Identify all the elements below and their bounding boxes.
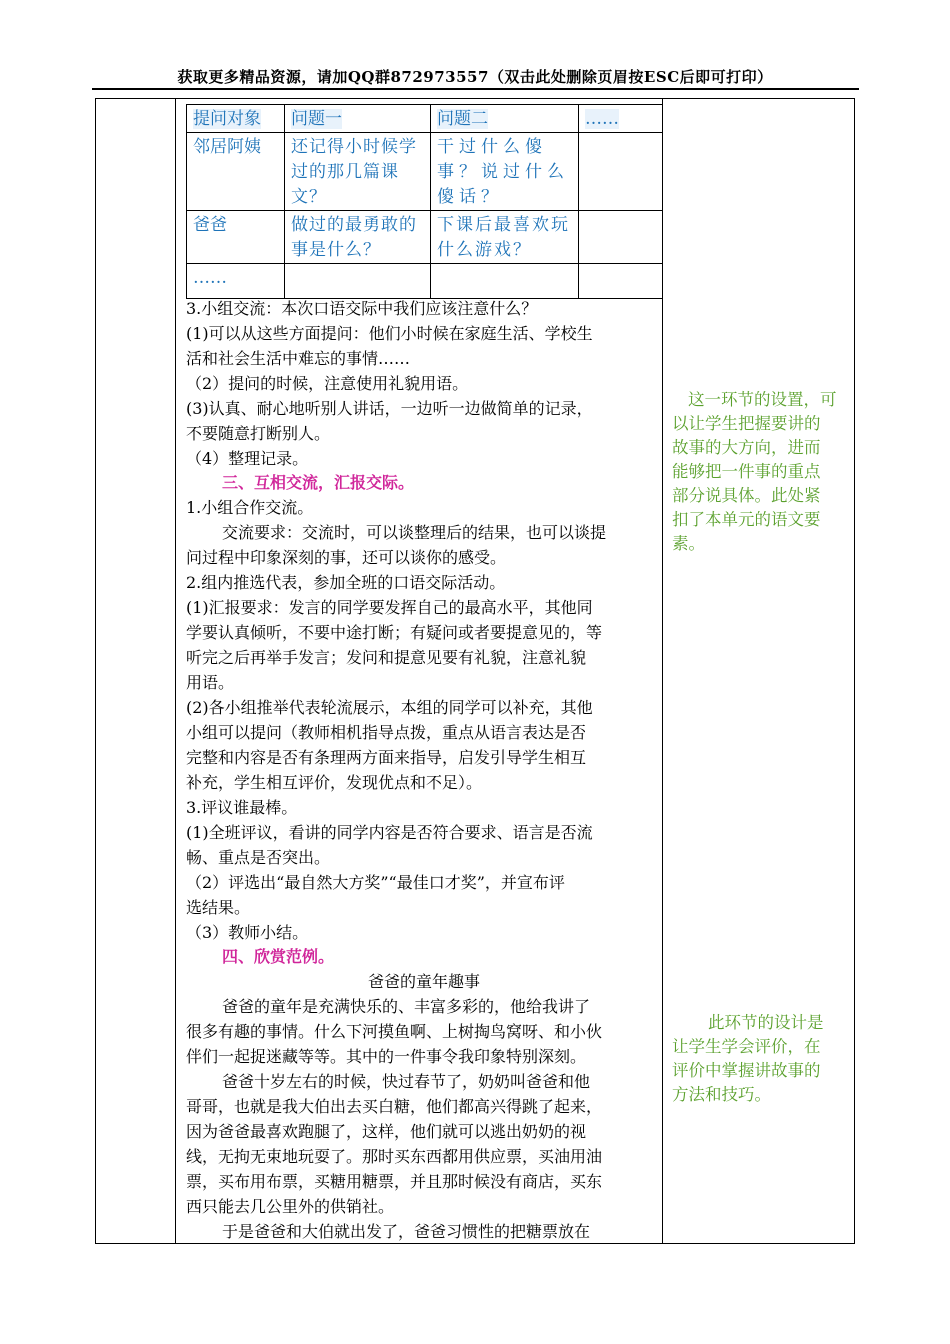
text-line: 听完之后再举手发言；发问和提意见要有礼貌，注意礼貌: [186, 648, 587, 667]
story-line: 线，无拘无束地玩耍了。那时买东西都用供应票，买油用油: [186, 1147, 603, 1166]
text-line: 补充，学生相互评价，发现优点和不足）。: [186, 773, 483, 792]
text-line: （2）评选出“最自然大方奖”“最佳口才奖”，并宣布评: [186, 873, 565, 892]
text-line: 畅、重点是否突出。: [186, 848, 331, 867]
text-line: （3）教师小结。: [186, 923, 309, 942]
text-line: 学要认真倾听，不要中途打断；有疑问或者要提意见的，等: [186, 623, 603, 642]
text-line: 完整和内容是否有条理两方面来指导，启发引导学生相互: [186, 748, 587, 767]
section-heading: 三、互相交流，汇报交际。: [222, 473, 415, 492]
story-line: 很多有趣的事情。什么下河摸鱼啊、上树掏鸟窝呀、和小伙: [186, 1022, 603, 1041]
story-line: 因为爸爸最喜欢跑腿了，这样，他们就可以逃出奶奶的视: [186, 1122, 587, 1141]
note-line: 此环节的设计是: [708, 1013, 824, 1032]
story-line: 爸爸的童年是充满快乐的、丰富多彩的，他给我讲了: [222, 997, 591, 1016]
note-line: 以让学生把握要讲的: [672, 414, 821, 433]
design-note-2: [672, 1011, 848, 1107]
text-line: 2.组内推选代表，参加全班的口语交际活动。: [186, 573, 506, 592]
text-line: 活和社会生活中难忘的事情……: [186, 349, 411, 368]
table-row: [187, 211, 663, 264]
note-line: 素。: [672, 534, 705, 553]
story-line: 哥哥，也就是我大伯出去买白糖，他们都高兴得跳了起来，: [186, 1097, 603, 1116]
text-line: 问过程中印象深刻的事，还可以谈你的感受。: [186, 548, 507, 567]
note-line: 故事的大方向，进而: [672, 438, 821, 457]
question-table: [186, 104, 663, 299]
text-line: （2）提问的时候，注意使用礼貌用语。: [186, 374, 469, 393]
column-divider-left: [175, 99, 176, 1243]
table-cell: 干过什么傻事？说过什么傻话？: [431, 133, 579, 211]
story-line: 西只能去几公里外的供销社。: [186, 1197, 395, 1216]
page-header: 获取更多精品资源，请加QQ群872973557（双击此处删除页眉按ESC后即可打印）: [177, 68, 773, 86]
note-line: 这一环节的设置，可: [688, 390, 837, 409]
table-cell: 邻居阿姨: [187, 133, 285, 211]
table-cell: 下课后最喜欢玩什么游戏？: [431, 211, 579, 264]
text-line: (1)可以从这些方面提问：他们小时候在家庭生活、学校生: [186, 324, 593, 343]
table-cell: [285, 264, 431, 299]
table-header-cell: 问题二: [431, 105, 579, 133]
text-line: （4）整理记录。: [186, 449, 309, 468]
text-line: 1.小组合作交流。: [186, 498, 314, 517]
note-line: 扣了本单元的语文要: [672, 510, 821, 529]
table-cell: 还记得小时候学过的那几篇课文？: [285, 133, 431, 211]
text-line: 小组可以提问（教师相机指导点拨，重点从语言表达是否: [186, 723, 587, 742]
table-cell: 做过的最勇敢的事是什么？: [285, 211, 431, 264]
text-line: 选结果。: [186, 898, 251, 917]
note-line: 能够把一件事的重点: [672, 462, 821, 481]
story-title: 爸爸的童年趣事: [367, 972, 480, 991]
table-header-cell: ……: [579, 105, 663, 133]
table-row: [187, 133, 663, 211]
table-row: [187, 264, 663, 299]
note-line: 让学生学会评价，在: [672, 1037, 821, 1056]
table-cell: ……: [187, 264, 285, 299]
table-header-row: [187, 105, 663, 133]
table-cell: [579, 211, 663, 264]
header-rule: [92, 88, 859, 90]
section-heading: 四、欣赏范例。: [222, 947, 335, 966]
story-line: 伴们一起捉迷藏等等。其中的一件事令我印象特别深刻。: [186, 1047, 587, 1066]
table-cell: [431, 264, 579, 299]
text-line: 用语。: [186, 673, 235, 692]
text-line: 3.评议谁最棒。: [186, 798, 298, 817]
story-line: 票，买布用布票，买糖用糖票，并且那时候没有商店，买东: [186, 1172, 603, 1191]
table-header-cell: 提问对象: [187, 105, 285, 133]
table-cell: [579, 133, 663, 211]
story-line: 于是爸爸和大伯就出发了，爸爸习惯性的把糖票放在: [222, 1222, 591, 1241]
design-note-1: [672, 388, 848, 556]
story-line: 爸爸十岁左右的时候，快过春节了，奶奶叫爸爸和他: [222, 1072, 591, 1091]
table-header-cell: 问题一: [285, 105, 431, 133]
text-line: 交流要求：交流时，可以谈整理后的结果，也可以谈提: [222, 523, 607, 542]
note-line: 方法和技巧。: [672, 1085, 771, 1104]
text-line: 3.小组交流：本次口语交际中我们应该注意什么？: [186, 299, 538, 318]
text-line: (1)全班评议，看讲的同学内容是否符合要求、语言是否流: [186, 823, 593, 842]
table-cell: [579, 264, 663, 299]
text-line: (2)各小组推举代表轮流展示，本组的同学可以补充，其他: [186, 698, 593, 717]
text-line: (1)汇报要求：发言的同学要发挥自己的最高水平，其他同: [186, 598, 593, 617]
note-line: 部分说具体。此处紧: [672, 486, 821, 505]
text-line: 不要随意打断别人。: [186, 424, 331, 443]
text-line: (3)认真、耐心地听别人讲话，一边听一边做简单的记录，: [186, 399, 593, 418]
table-cell: 爸爸: [187, 211, 285, 264]
note-line: 评价中掌握讲故事的: [672, 1061, 821, 1080]
